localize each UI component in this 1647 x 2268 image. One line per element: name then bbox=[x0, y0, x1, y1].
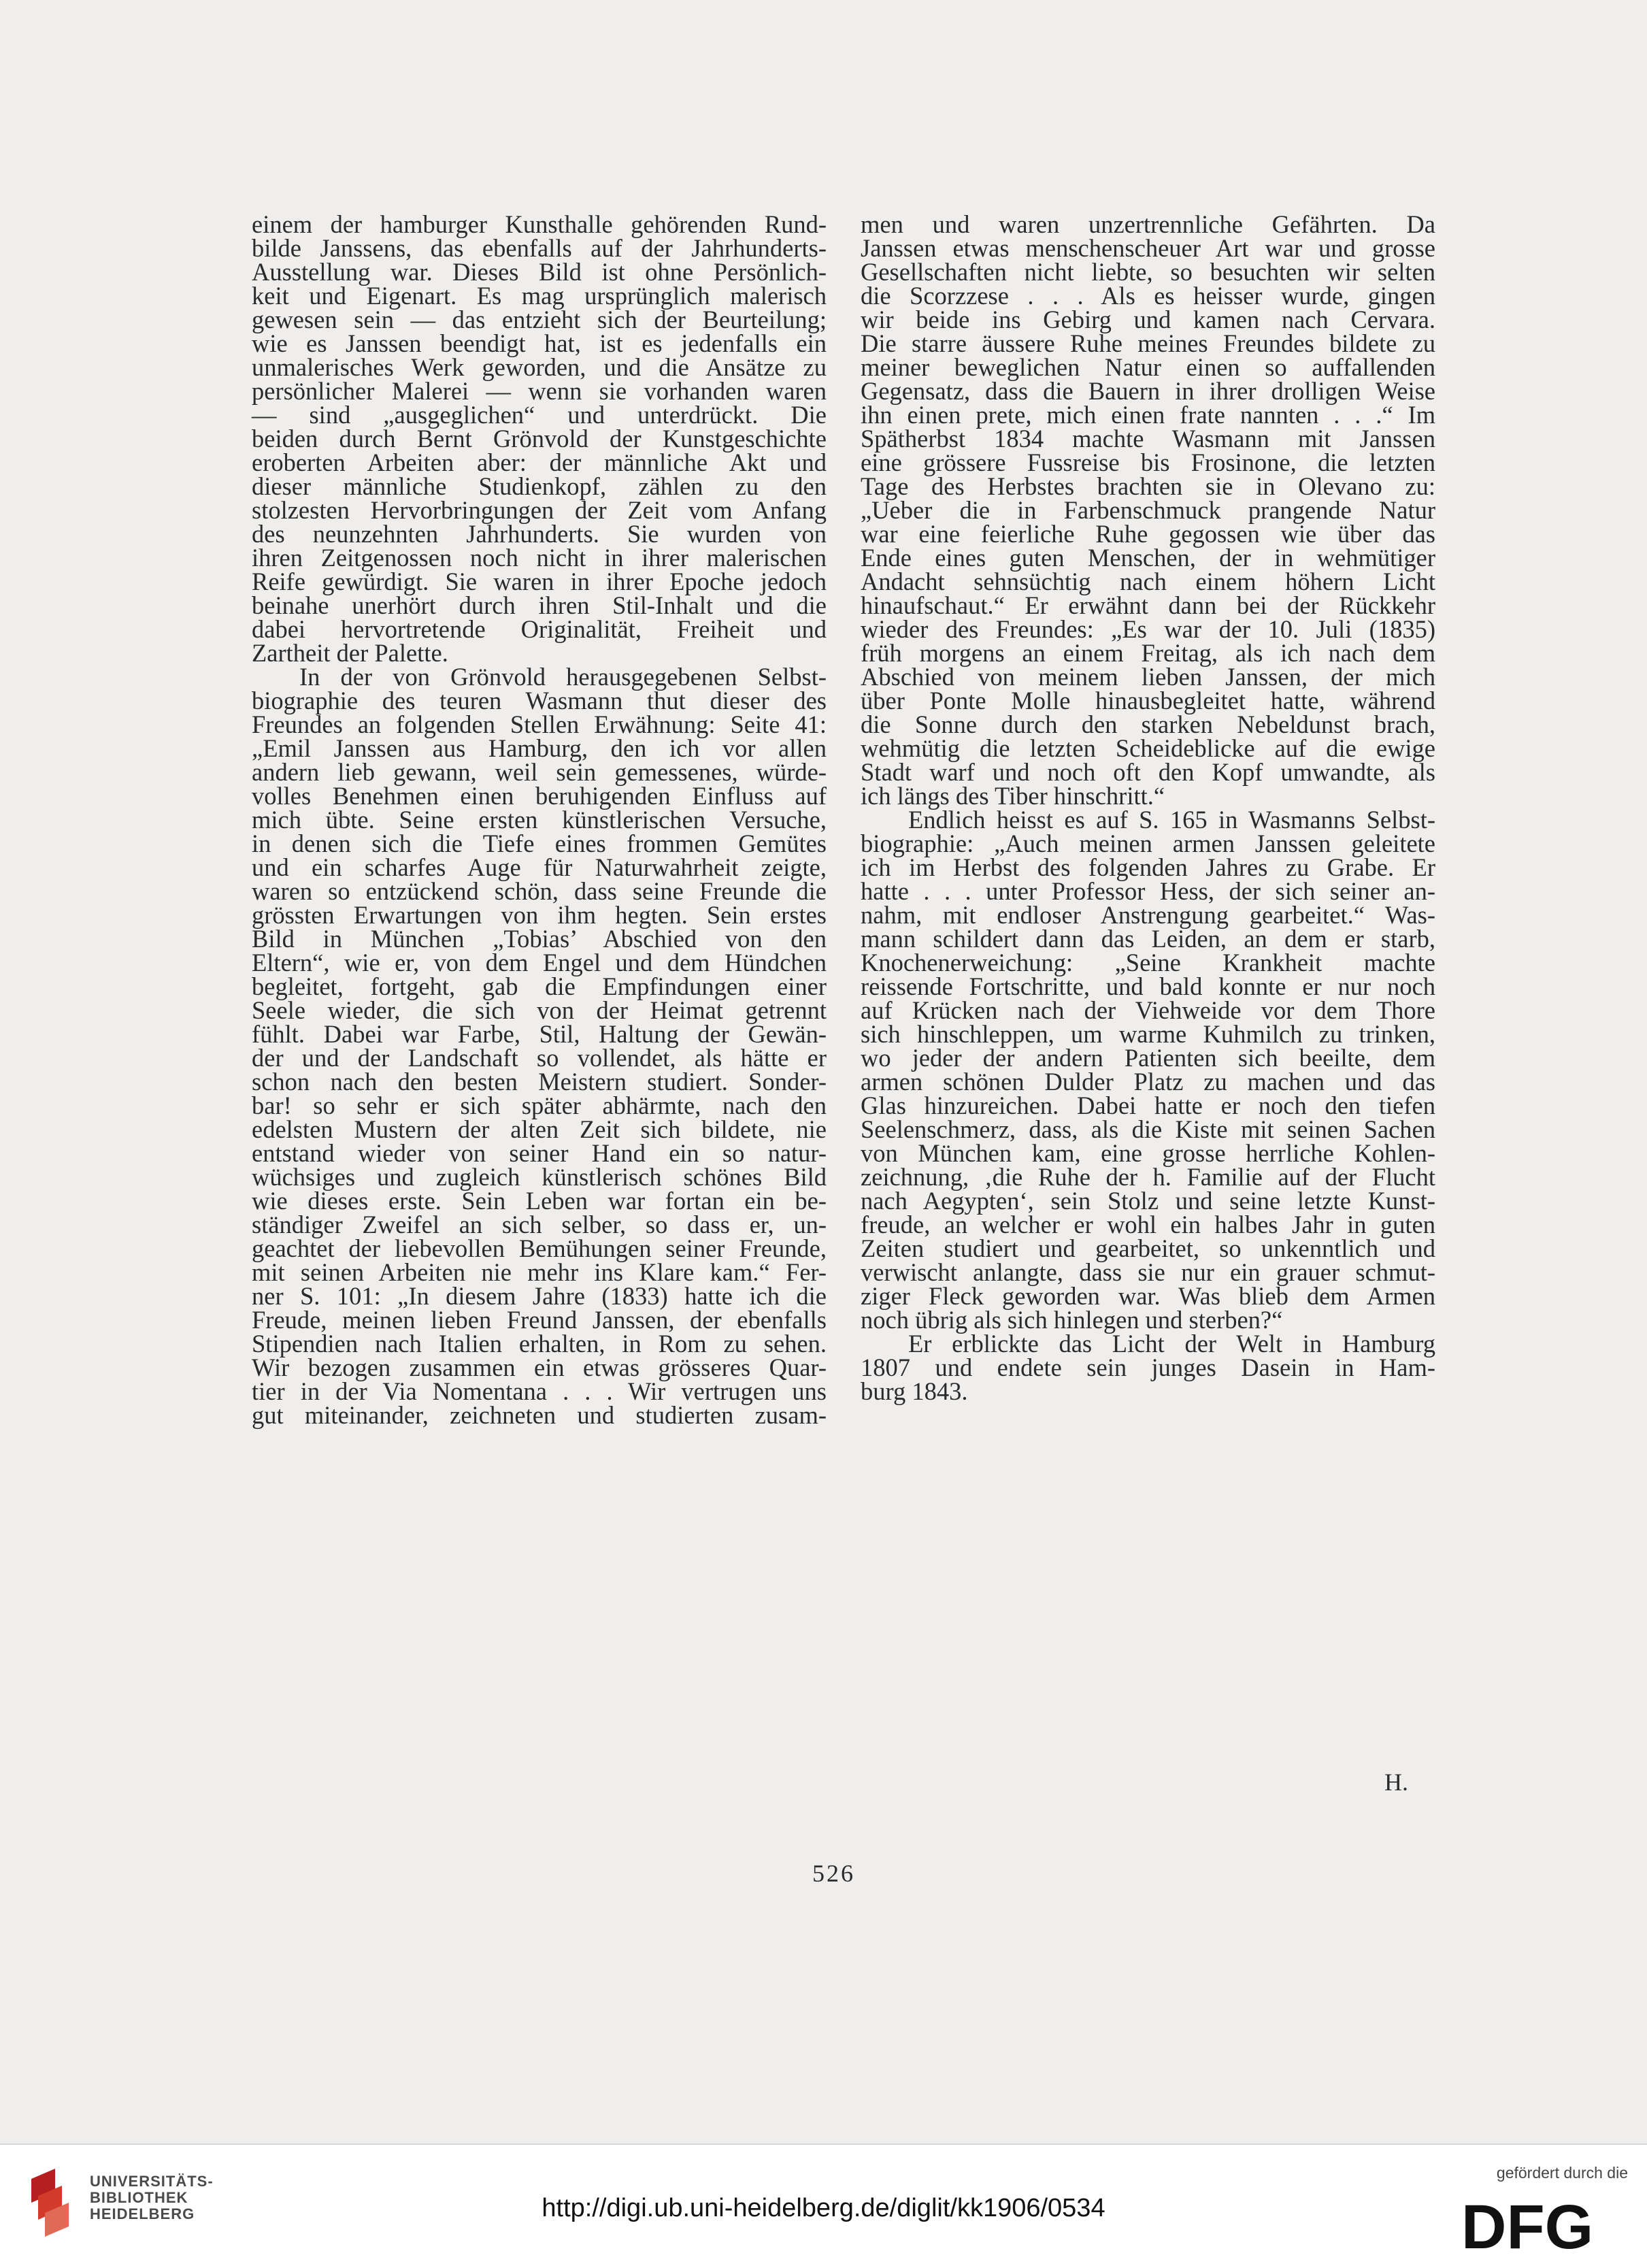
text-line: burg 1843. bbox=[861, 1377, 968, 1405]
dfg-logo-text: DFG bbox=[1461, 2198, 1594, 2254]
text-line: über Ponte Molle hinausbegleitet hatte, während bbox=[861, 687, 1435, 714]
text-line: wie dieses erste. Sein Leben war fortan ein be- bbox=[252, 1187, 827, 1215]
text-line: biographie: „Auch meinen armen Janssen geleitete bbox=[861, 829, 1435, 857]
text-line: andern lieb gewann, weil sein gemessenes, würde- bbox=[252, 758, 827, 786]
text-line: Zeiten studiert und gearbeitet, so unkenntlich und bbox=[861, 1234, 1435, 1262]
text-line: 1807 und endete sein junges Dasein in Ham- bbox=[861, 1353, 1435, 1381]
text-line: wehmütig die letzten Scheideblicke auf die ewige bbox=[861, 734, 1435, 762]
text-line: früh morgens an einem Freitag, als ich nach dem bbox=[861, 639, 1435, 667]
text-line: Reife gewürdigt. Sie waren in ihrer Epoche jedoch bbox=[252, 568, 827, 595]
text-line: bilde Janssens, das ebenfalls auf der Jahrhunderts- bbox=[252, 234, 827, 262]
text-line: Tage des Herbstes brachten sie in Olevano zu: bbox=[861, 472, 1435, 500]
text-line: Glas hinzureichen. Dabei hatte er noch den tiefen bbox=[861, 1091, 1435, 1119]
text-line: „Ueber die in Farbenschmuck prangende Natur bbox=[861, 496, 1435, 524]
text-line: beiden durch Bernt Grönvold der Kunstgeschichte bbox=[252, 425, 827, 453]
text-line: Spätherbst 1834 machte Wasmann mit Janssen bbox=[861, 425, 1435, 453]
text-line: Seelenschmerz, dass, als die Kiste mit seinen Sachen bbox=[861, 1115, 1435, 1143]
text-line: stolzesten Hervorbringungen der Zeit vom Anfang bbox=[252, 496, 827, 524]
library-name-line: BIBLIOTHEK bbox=[90, 2189, 188, 2206]
text-line: ihren Zeitgenossen noch nicht in ihrer malerischen bbox=[252, 544, 827, 572]
text-line: ich im Herbst des folgenden Jahres zu Grabe. Er bbox=[861, 853, 1435, 881]
text-line: beinahe unerhört durch ihren Stil-Inhalt und die bbox=[252, 591, 827, 619]
text-line: keit und Eigenart. Es mag ursprünglich malerisch bbox=[252, 282, 827, 310]
text-line: Endlich heisst es auf S. 165 in Wasmanns Selbst- bbox=[908, 806, 1435, 834]
text-line: ständiger Zweifel an sich selber, so dass er, un- bbox=[252, 1211, 827, 1238]
text-line: des neunzehnten Jahrhunderts. Sie wurden von bbox=[252, 520, 827, 548]
text-line: eroberten Arbeiten aber: der männliche Akt und bbox=[252, 448, 827, 476]
text-line: Janssen etwas menschenscheuer Art war und grosse bbox=[861, 234, 1435, 262]
text-line: schon nach den besten Meistern studiert. Sonder- bbox=[252, 1068, 827, 1096]
library-name-line: HEIDELBERG bbox=[90, 2205, 195, 2222]
text-line: wir beide ins Gebirg und kamen nach Cervara. bbox=[861, 306, 1435, 333]
text-line: einem der hamburger Kunsthalle gehörenden Rund- bbox=[252, 210, 827, 238]
text-line: Bild in München „Tobias’ Abschied von den bbox=[252, 925, 827, 953]
text-line: hinaufschaut.“ Er erwähnt dann bei der Rückkehr bbox=[861, 591, 1435, 619]
text-line: der und der Landschaft so vollendet, als hätte er bbox=[252, 1044, 827, 1072]
text-line: volles Benehmen einen beruhigenden Einfluss auf bbox=[252, 782, 827, 810]
text-line: die Scorzzese . . . Als es heisser wurde, gingen bbox=[861, 282, 1435, 310]
text-line: mich übte. Seine ersten künstlerischen Versuche, bbox=[252, 806, 827, 834]
text-line: unmalerisches Werk geworden, und die Ansätze zu bbox=[252, 353, 827, 381]
text-line: sich hinschleppen, um warme Kuhmilch zu trinken, bbox=[861, 1020, 1435, 1048]
text-line: gewesen sein — das entzieht sich der Beurteilung; bbox=[252, 306, 827, 333]
text-line: ziger Fleck geworden war. Was blieb dem Armen bbox=[861, 1282, 1435, 1310]
text-line: in denen sich die Tiefe eines frommen Gemütes bbox=[252, 829, 827, 857]
text-line: Freundes an folgenden Stellen Erwähnung: Seite 41: bbox=[252, 710, 827, 738]
text-line: entstand wieder von seiner Hand ein so natur- bbox=[252, 1139, 827, 1167]
text-line: wieder des Freundes: „Es war der 10. Juli (1835) bbox=[861, 615, 1435, 643]
text-line: grössten Erwartungen von ihm hegten. Sein erstes bbox=[252, 901, 827, 929]
right-text-column bbox=[861, 212, 1435, 1403]
text-line: Gesellschaften nicht liebte, so besuchten wir selten bbox=[861, 258, 1435, 286]
page-number: 526 bbox=[812, 1860, 855, 1887]
text-line: fühlt. Dabei war Farbe, Stil, Haltung der Gewän- bbox=[252, 1020, 827, 1048]
text-line: Andacht sehnsüchtig nach einem höhern Licht bbox=[861, 568, 1435, 595]
text-line: Stadt warf und noch oft den Kopf umwandte, als bbox=[861, 758, 1435, 786]
text-line: hatte . . . unter Professor Hess, der sich seiner an- bbox=[861, 877, 1435, 905]
text-line: biographie des teuren Wasmann thut dieser des bbox=[252, 687, 827, 714]
text-line: auf Krücken nach der Viehweide vor dem Thore bbox=[861, 996, 1435, 1024]
text-line: wüchsiges und zugleich künstlerisch schönes Bild bbox=[252, 1163, 827, 1191]
text-line: ihn einen prete, mich einen frate nannten . . .“ Im bbox=[861, 401, 1435, 429]
text-line: und ein scharfes Auge für Naturwahrheit zeigte, bbox=[252, 853, 827, 881]
text-line: Er erblickte das Licht der Welt in Hamburg bbox=[908, 1330, 1435, 1358]
text-line: In der von Grönvold herausgegebenen Selbst- bbox=[299, 663, 827, 691]
text-line: meiner beweglichen Natur einen so auffallenden bbox=[861, 353, 1435, 381]
text-line: die Sonne durch den starken Nebeldunst brach, bbox=[861, 710, 1435, 738]
text-line: ich längs des Tiber hinschritt.“ bbox=[861, 782, 1165, 810]
text-line: mann schildert dann das Leiden, an dem er starb, bbox=[861, 925, 1435, 953]
page-url-link[interactable]: http://digi.ub.uni-heidelberg.de/diglit/kk1906/0534 bbox=[542, 2194, 1105, 2222]
text-line: waren so entzückend schön, dass seine Freunde die bbox=[252, 877, 827, 905]
text-line: geachtet der liebevollen Bemühungen seiner Freunde, bbox=[252, 1234, 827, 1262]
viewer-footer bbox=[0, 2143, 1647, 2268]
text-line: gut miteinander, zeichneten und studierten zusam- bbox=[252, 1401, 827, 1429]
text-line: begleitet, fortgeht, gab die Empfindungen einer bbox=[252, 972, 827, 1000]
text-line: Eltern“, wie er, von dem Engel und dem Hündchen bbox=[252, 949, 827, 976]
text-line: Ende eines guten Menschen, der in wehmütiger bbox=[861, 544, 1435, 572]
text-line: dieser männliche Studienkopf, zählen zu den bbox=[252, 472, 827, 500]
left-text-column bbox=[252, 212, 827, 1427]
text-line: zeichnung, ‚die Ruhe der h. Familie auf der Flucht bbox=[861, 1163, 1435, 1191]
text-line: dabei hervortretende Originalität, Freiheit und bbox=[252, 615, 827, 643]
text-line: „Emil Janssen aus Hamburg, den ich vor allen bbox=[252, 734, 827, 762]
text-line: Abschied von meinem lieben Janssen, der mich bbox=[861, 663, 1435, 691]
text-line: persönlicher Malerei — wenn sie vorhanden waren bbox=[252, 377, 827, 405]
text-line: bar! so sehr er sich später abhärmte, nach den bbox=[252, 1091, 827, 1119]
text-line: Ausstellung war. Dieses Bild ist ohne Persönlich- bbox=[252, 258, 827, 286]
text-line: Die starre äussere Ruhe meines Freundes bildete zu bbox=[861, 329, 1435, 357]
text-line: reissende Fortschritte, und bald konnte er nur noch bbox=[861, 972, 1435, 1000]
text-line: verwischt anlangte, dass sie nur ein grauer schmut- bbox=[861, 1258, 1435, 1286]
funding-label: gefördert durch die bbox=[1496, 2164, 1628, 2182]
author-signature: H. bbox=[1384, 1769, 1408, 1796]
text-line: — sind „ausgeglichen“ und unterdrückt. Die bbox=[252, 401, 827, 429]
text-line: edelsten Mustern der alten Zeit sich bildete, nie bbox=[252, 1115, 827, 1143]
text-line: wie es Janssen beendigt hat, ist es jedenfalls ein bbox=[252, 329, 827, 357]
library-name-line: UNIVERSITÄTS- bbox=[90, 2173, 214, 2190]
text-line: noch übrig als sich hinlegen und sterben?“ bbox=[861, 1306, 1283, 1334]
text-line: Knochenerweichung: „Seine Krankheit machte bbox=[861, 949, 1435, 976]
text-line: Seele wieder, die sich von der Heimat getrennt bbox=[252, 996, 827, 1024]
text-line: mit seinen Arbeiten nie mehr ins Klare kam.“ Fer- bbox=[252, 1258, 827, 1286]
dfg-logo[interactable] bbox=[1461, 2198, 1631, 2254]
text-line: von München kam, eine grosse herrliche Kohlen- bbox=[861, 1139, 1435, 1167]
text-line: Gegensatz, dass die Bauern in ihrer drolligen Weise bbox=[861, 377, 1435, 405]
text-line: freude, an welcher er wohl ein halbes Jahr in guten bbox=[861, 1211, 1435, 1238]
text-line: Zartheit der Palette. bbox=[252, 639, 448, 667]
text-line: Freude, meinen lieben Freund Janssen, der ebenfalls bbox=[252, 1306, 827, 1334]
text-line: wo jeder der andern Patienten sich beeilte, dem bbox=[861, 1044, 1435, 1072]
text-line: nahm, mit endloser Anstrengung gearbeitet.“ Was- bbox=[861, 901, 1435, 929]
text-line: armen schönen Dulder Platz zu machen und das bbox=[861, 1068, 1435, 1096]
text-line: tier in der Via Nomentana . . . Wir vertrugen uns bbox=[252, 1377, 827, 1405]
text-line: war eine feierliche Ruhe gegossen wie über das bbox=[861, 520, 1435, 548]
text-line: nach Aegypten‘, sein Stolz und seine letzte Kunst- bbox=[861, 1187, 1435, 1215]
text-line: Wir bezogen zusammen ein etwas grösseres Quar- bbox=[252, 1353, 827, 1381]
text-line: ner S. 101: „In diesem Jahre (1833) hatte ich die bbox=[252, 1282, 827, 1310]
text-line: men und waren unzertrennliche Gefährten. Da bbox=[861, 210, 1435, 238]
text-line: Stipendien nach Italien erhalten, in Rom zu sehen. bbox=[252, 1330, 827, 1358]
text-line: eine grössere Fussreise bis Frosinone, die letzten bbox=[861, 448, 1435, 476]
